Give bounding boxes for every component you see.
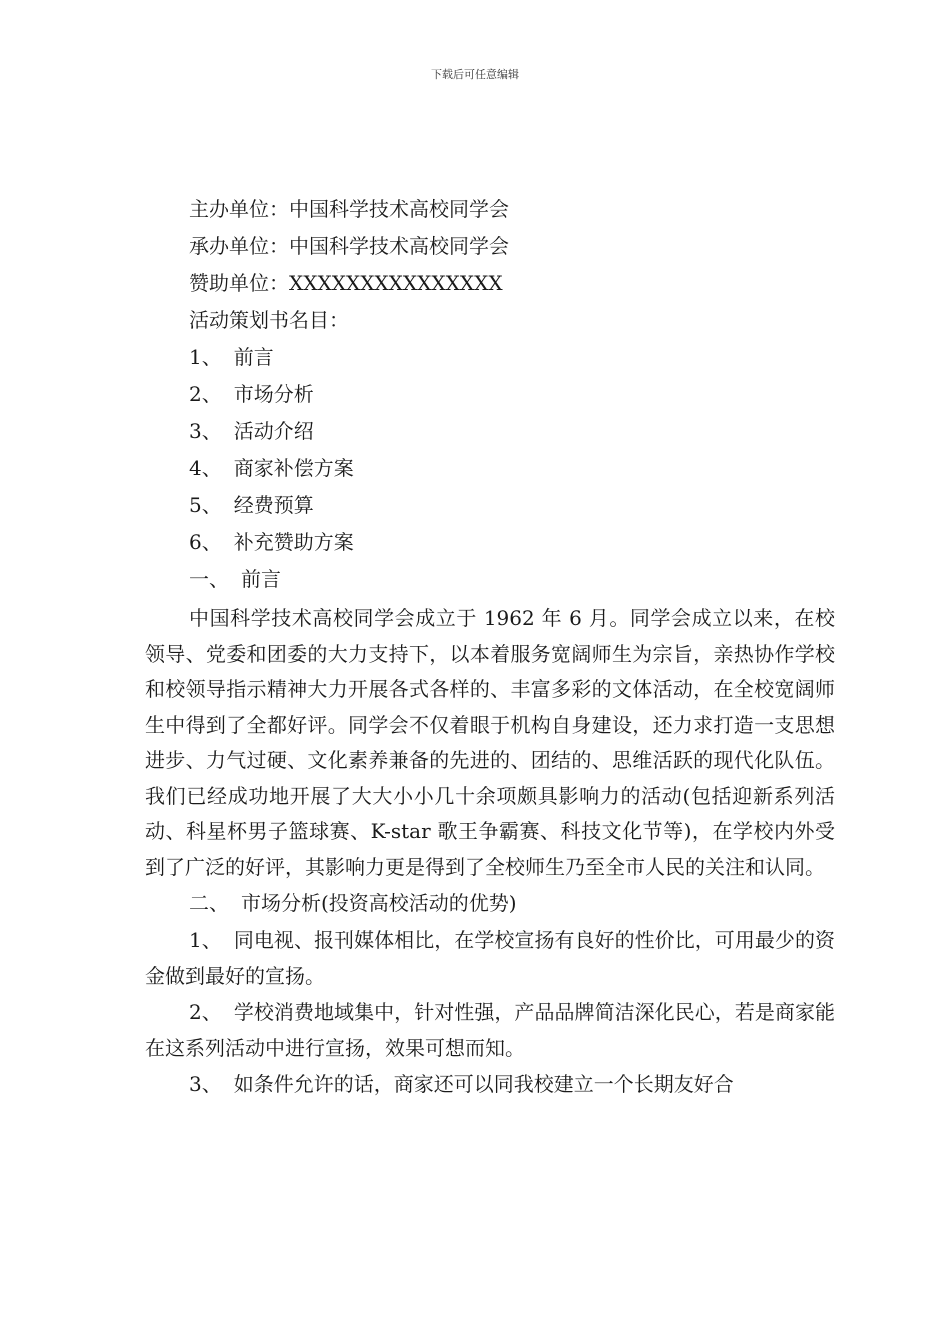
toc-item bbox=[145, 524, 835, 561]
toc-item-number: 2、 bbox=[189, 382, 222, 406]
section-number: 一、 bbox=[189, 567, 229, 591]
toc-item bbox=[145, 487, 835, 524]
toc-title: 活动策划书名目： bbox=[189, 308, 349, 332]
toc-item bbox=[145, 413, 835, 450]
sponsor-line: 赞助单位：XXXXXXXXXXXXXXX bbox=[189, 271, 503, 295]
preface-paragraph: 中国科学技术高校同学会成立于 1962 年 6 月。同学会成立以来，在校领导、党委和团委的大力支持下，以本着服务宽阔师生为宗旨，亲热协作学校和校领导指示精神大力开展各式各样的、丰富多彩的文体活动，在全校宽阔师生中得到了全都好评。同学会不仅着眼于机构自身建设，还力求打造一支思想进步、力气过硬、文化素养兼备的先进的、团结的、思维活跃的现代化队伍。我们已经成功地开展了大大小小几十余项颇具影响力的活动(包括迎新系列活动、科星杯男子篮球赛、K-star 歌王争霸赛、科技文化节等)，在学校内外受到了广泛的好评，其影响力更是得到了全校师生乃至全市人民的关注和认同。 bbox=[145, 606, 835, 879]
section-title: 市场分析(投资高校活动的优势) bbox=[241, 891, 517, 915]
market-point bbox=[145, 922, 835, 994]
toc-item-label: 补充赞助方案 bbox=[233, 530, 354, 554]
toc-item-label: 前言 bbox=[233, 345, 274, 369]
market-point-number: 2、 bbox=[189, 1000, 222, 1024]
market-point-number: 1、 bbox=[189, 928, 222, 952]
toc-item-number: 4、 bbox=[189, 456, 222, 480]
section-heading-market-analysis bbox=[145, 885, 835, 922]
market-point bbox=[145, 1066, 835, 1103]
page-header-note: 下载后可任意编辑 bbox=[431, 68, 519, 81]
toc-item-label: 活动介绍 bbox=[233, 419, 314, 443]
organizer-line: 主办单位：中国科学技术高校同学会 bbox=[189, 197, 509, 221]
toc-item-number: 5、 bbox=[189, 493, 222, 517]
undertaker-line: 承办单位：中国科学技术高校同学会 bbox=[189, 234, 509, 258]
market-point-text: 同电视、报刊媒体相比，在学校宣扬有良好的性价比，可用最少的资金做到最好的宣扬。 bbox=[145, 928, 835, 988]
section-heading-preface bbox=[145, 561, 835, 598]
toc-item bbox=[145, 450, 835, 487]
toc-item-number: 3、 bbox=[189, 419, 222, 443]
toc-item-label: 经费预算 bbox=[233, 493, 314, 517]
market-point-number: 3、 bbox=[189, 1072, 222, 1096]
toc-item-label: 市场分析 bbox=[233, 382, 314, 406]
section-number: 二、 bbox=[189, 891, 229, 915]
section-title: 前言 bbox=[241, 567, 281, 591]
market-point bbox=[145, 994, 835, 1066]
toc-item-number: 1、 bbox=[189, 345, 222, 369]
toc-item bbox=[145, 339, 835, 376]
toc-item-number: 6、 bbox=[189, 530, 222, 554]
market-point-text: 如条件允许的话，商家还可以同我校建立一个长期友好合 bbox=[233, 1072, 734, 1096]
document-body bbox=[145, 191, 835, 1103]
market-point-text: 学校消费地域集中，针对性强，产品品牌简洁深化民心，若是商家能在这系列活动中进行宣扬，效果可想而知。 bbox=[145, 1000, 835, 1060]
toc-item bbox=[145, 376, 835, 413]
toc-item-label: 商家补偿方案 bbox=[233, 456, 354, 480]
